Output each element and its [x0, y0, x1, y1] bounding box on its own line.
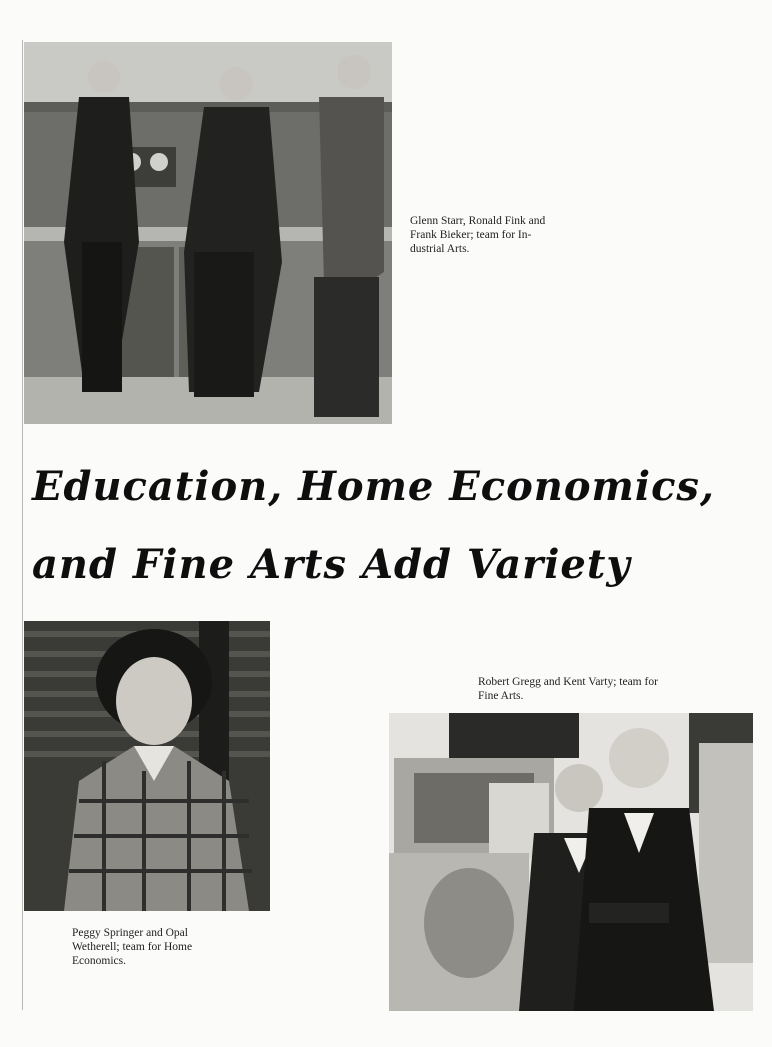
headline-line-1: Education, Home Economics, [32, 463, 715, 510]
fine-arts-photo [389, 713, 753, 1011]
industrial-arts-photo [24, 42, 392, 424]
headline-line-2: and Fine Arts Add Variety [32, 541, 631, 588]
page-headline [32, 448, 752, 604]
home-economics-caption: Peggy Springer and Opal Wetherell; team for Home Economics. [72, 927, 193, 967]
home-economics-photo [24, 621, 270, 911]
industrial-arts-caption: Glenn Starr, Ronald Fink and Frank Bieker; team for In- dustrial Arts. [410, 215, 546, 255]
left-margin-rule [22, 40, 23, 1010]
fine-arts-caption: Robert Gregg and Kent Varty; team for Fine Arts. [478, 676, 658, 702]
